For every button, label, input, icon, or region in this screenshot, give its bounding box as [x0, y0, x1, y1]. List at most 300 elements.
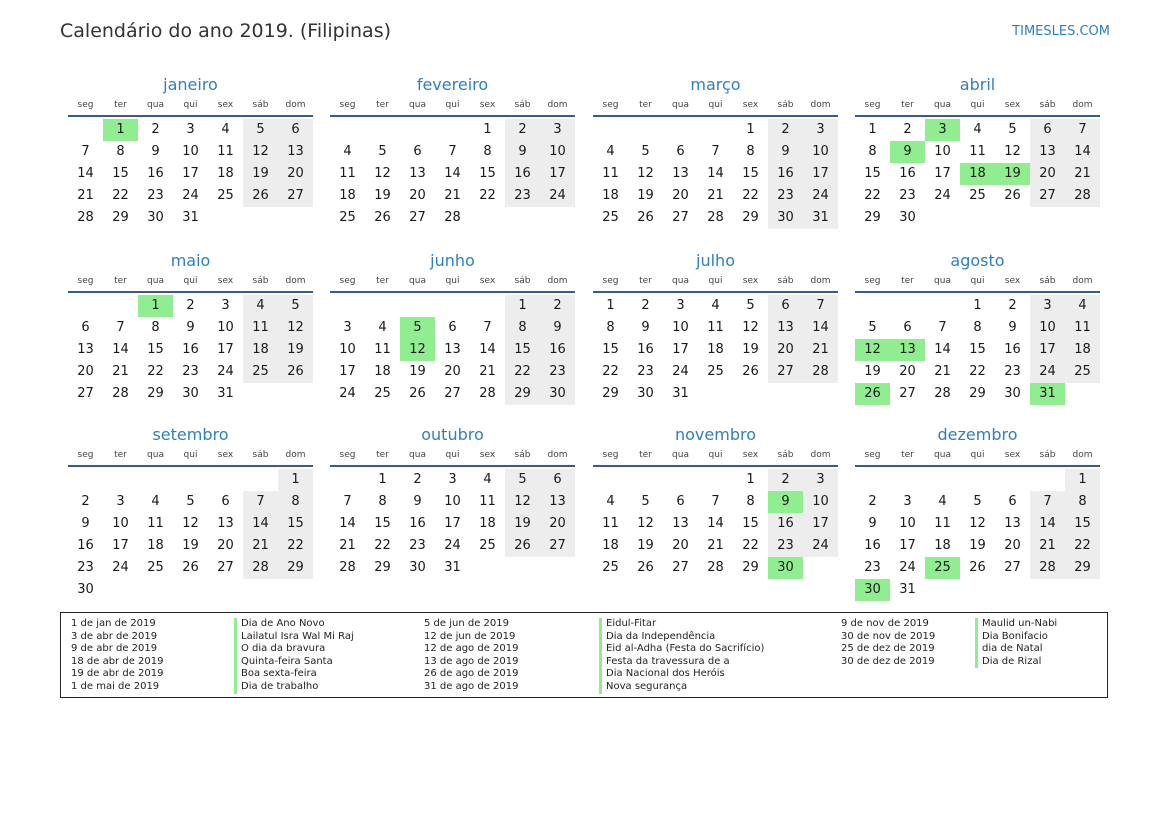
day-cell[interactable]: 14 — [707, 166, 724, 181]
day-cell[interactable]: 21 — [479, 364, 496, 379]
day-cell[interactable]: 20 — [409, 188, 426, 203]
day-cell[interactable]: 12 — [969, 516, 986, 531]
day-cell[interactable]: 24 — [1030, 361, 1065, 383]
day-cell[interactable]: 4 — [1065, 295, 1100, 317]
day-cell[interactable]: 2 — [505, 119, 540, 141]
day-cell[interactable]: 30 — [77, 582, 94, 597]
day-cell[interactable]: 29 — [1065, 557, 1100, 579]
day-cell[interactable]: 10 — [672, 320, 689, 335]
day-cell[interactable]: 15 — [505, 339, 540, 361]
day-cell[interactable]: 15 — [742, 166, 759, 181]
day-cell[interactable]: 9 — [768, 141, 803, 163]
day-cell[interactable]: 25 — [243, 361, 278, 383]
day-cell[interactable]: 17 — [672, 342, 689, 357]
day-cell[interactable]: 15 — [602, 342, 619, 357]
day-cell[interactable]: 15 — [479, 166, 496, 181]
day-cell[interactable]: 8 — [505, 317, 540, 339]
day-cell[interactable]: 7 — [938, 320, 947, 335]
day-cell[interactable]: 20 — [672, 188, 689, 203]
day-cell[interactable]: 6 — [540, 469, 575, 491]
day-cell[interactable]: 5 — [1008, 122, 1017, 137]
day-cell[interactable]: 2 — [768, 469, 803, 491]
day-cell[interactable]: 18 — [243, 339, 278, 361]
day-cell[interactable]: 10 — [803, 491, 838, 513]
day-cell[interactable]: 22 — [602, 364, 619, 379]
day-cell[interactable]: 20 — [768, 339, 803, 361]
day-cell[interactable]: 26 — [409, 386, 426, 401]
day-cell[interactable]: 28 — [112, 386, 129, 401]
day-cell[interactable]: 20 — [672, 538, 689, 553]
day-cell[interactable]: 16 — [409, 516, 426, 531]
day-cell[interactable]: 23 — [505, 185, 540, 207]
day-cell[interactable]: 18 — [1065, 339, 1100, 361]
day-cell[interactable]: 15 — [112, 166, 129, 181]
day-cell[interactable]: 11 — [339, 166, 356, 181]
day-cell[interactable]: 30 — [540, 383, 575, 405]
day-cell[interactable]: 7 — [116, 320, 125, 335]
day-cell[interactable]: 26 — [243, 185, 278, 207]
holiday-day[interactable]: 9 — [890, 141, 925, 163]
day-cell[interactable]: 18 — [147, 538, 164, 553]
day-cell[interactable]: 5 — [243, 119, 278, 141]
day-cell[interactable]: 25 — [969, 188, 986, 203]
day-cell[interactable]: 17 — [803, 163, 838, 185]
day-cell[interactable]: 26 — [182, 560, 199, 575]
day-cell[interactable]: 28 — [444, 210, 461, 225]
day-cell[interactable]: 1 — [606, 298, 615, 313]
day-cell[interactable]: 14 — [339, 516, 356, 531]
day-cell[interactable]: 12 — [637, 516, 654, 531]
day-cell[interactable]: 24 — [934, 188, 951, 203]
holiday-day[interactable]: 13 — [890, 339, 925, 361]
day-cell[interactable]: 4 — [151, 494, 160, 509]
day-cell[interactable]: 21 — [77, 188, 94, 203]
day-cell[interactable]: 24 — [339, 386, 356, 401]
day-cell[interactable]: 15 — [278, 513, 313, 535]
day-cell[interactable]: 13 — [672, 166, 689, 181]
day-cell[interactable]: 17 — [339, 364, 356, 379]
holiday-day[interactable]: 18 — [960, 163, 995, 185]
day-cell[interactable]: 11 — [934, 516, 951, 531]
day-cell[interactable]: 11 — [147, 516, 164, 531]
day-cell[interactable]: 23 — [182, 364, 199, 379]
day-cell[interactable]: 21 — [934, 364, 951, 379]
day-cell[interactable]: 28 — [339, 560, 356, 575]
day-cell[interactable]: 30 — [409, 560, 426, 575]
day-cell[interactable]: 4 — [221, 122, 230, 137]
day-cell[interactable]: 20 — [1004, 538, 1021, 553]
day-cell[interactable]: 9 — [1008, 320, 1017, 335]
day-cell[interactable]: 10 — [899, 516, 916, 531]
day-cell[interactable]: 3 — [803, 469, 838, 491]
day-cell[interactable]: 23 — [768, 185, 803, 207]
day-cell[interactable]: 8 — [278, 491, 313, 513]
day-cell[interactable]: 21 — [112, 364, 129, 379]
day-cell[interactable]: 26 — [278, 361, 313, 383]
day-cell[interactable]: 20 — [899, 364, 916, 379]
day-cell[interactable]: 14 — [444, 166, 461, 181]
day-cell[interactable]: 7 — [1065, 119, 1100, 141]
day-cell[interactable]: 17 — [803, 513, 838, 535]
day-cell[interactable]: 19 — [409, 364, 426, 379]
day-cell[interactable]: 3 — [343, 320, 352, 335]
day-cell[interactable]: 21 — [339, 538, 356, 553]
day-cell[interactable]: 9 — [641, 320, 650, 335]
day-cell[interactable]: 31 — [899, 582, 916, 597]
day-cell[interactable]: 24 — [672, 364, 689, 379]
day-cell[interactable]: 12 — [742, 320, 759, 335]
day-cell[interactable]: 11 — [374, 342, 391, 357]
day-cell[interactable]: 28 — [1065, 185, 1100, 207]
day-cell[interactable]: 27 — [1030, 185, 1065, 207]
day-cell[interactable]: 16 — [505, 163, 540, 185]
day-cell[interactable]: 7 — [711, 494, 720, 509]
day-cell[interactable]: 25 — [602, 210, 619, 225]
day-cell[interactable]: 27 — [77, 386, 94, 401]
day-cell[interactable]: 5 — [973, 494, 982, 509]
day-cell[interactable]: 4 — [606, 144, 615, 159]
day-cell[interactable]: 4 — [378, 320, 387, 335]
day-cell[interactable]: 2 — [186, 298, 195, 313]
day-cell[interactable]: 18 — [217, 166, 234, 181]
day-cell[interactable]: 14 — [112, 342, 129, 357]
day-cell[interactable]: 11 — [1065, 317, 1100, 339]
day-cell[interactable]: 13 — [77, 342, 94, 357]
day-cell[interactable]: 13 — [1030, 141, 1065, 163]
day-cell[interactable]: 22 — [969, 364, 986, 379]
day-cell[interactable]: 5 — [746, 298, 755, 313]
day-cell[interactable]: 9 — [151, 144, 160, 159]
day-cell[interactable]: 16 — [864, 538, 881, 553]
day-cell[interactable]: 8 — [746, 144, 755, 159]
day-cell[interactable]: 11 — [707, 320, 724, 335]
day-cell[interactable]: 14 — [707, 516, 724, 531]
holiday-day[interactable]: 3 — [925, 119, 960, 141]
day-cell[interactable]: 17 — [444, 516, 461, 531]
day-cell[interactable]: 4 — [243, 295, 278, 317]
day-cell[interactable]: 8 — [1065, 491, 1100, 513]
day-cell[interactable]: 11 — [217, 144, 234, 159]
day-cell[interactable]: 10 — [217, 320, 234, 335]
day-cell[interactable]: 16 — [768, 163, 803, 185]
day-cell[interactable]: 28 — [479, 386, 496, 401]
day-cell[interactable]: 1 — [505, 295, 540, 317]
day-cell[interactable]: 2 — [151, 122, 160, 137]
day-cell[interactable]: 9 — [81, 516, 90, 531]
day-cell[interactable]: 13 — [217, 516, 234, 531]
day-cell[interactable]: 19 — [182, 538, 199, 553]
day-cell[interactable]: 7 — [243, 491, 278, 513]
day-cell[interactable]: 31 — [182, 210, 199, 225]
holiday-day[interactable]: 1 — [138, 295, 173, 317]
day-cell[interactable]: 1 — [1065, 469, 1100, 491]
day-cell[interactable]: 2 — [81, 494, 90, 509]
day-cell[interactable]: 1 — [868, 122, 877, 137]
day-cell[interactable]: 19 — [742, 342, 759, 357]
day-cell[interactable]: 31 — [444, 560, 461, 575]
day-cell[interactable]: 27 — [540, 535, 575, 557]
day-cell[interactable]: 22 — [278, 535, 313, 557]
day-cell[interactable]: 28 — [707, 560, 724, 575]
day-cell[interactable]: 26 — [1004, 188, 1021, 203]
site-link[interactable]: TIMESLES.COM — [1012, 24, 1110, 39]
day-cell[interactable]: 15 — [969, 342, 986, 357]
day-cell[interactable]: 15 — [374, 516, 391, 531]
holiday-day[interactable]: 26 — [855, 383, 890, 405]
day-cell[interactable]: 5 — [505, 469, 540, 491]
day-cell[interactable]: 12 — [278, 317, 313, 339]
day-cell[interactable]: 24 — [803, 535, 838, 557]
day-cell[interactable]: 19 — [505, 513, 540, 535]
day-cell[interactable]: 16 — [182, 342, 199, 357]
day-cell[interactable]: 12 — [182, 516, 199, 531]
day-cell[interactable]: 23 — [409, 538, 426, 553]
day-cell[interactable]: 10 — [934, 144, 951, 159]
day-cell[interactable]: 19 — [637, 188, 654, 203]
day-cell[interactable]: 7 — [81, 144, 90, 159]
day-cell[interactable]: 31 — [803, 207, 838, 229]
day-cell[interactable]: 2 — [768, 119, 803, 141]
day-cell[interactable]: 17 — [1030, 339, 1065, 361]
day-cell[interactable]: 2 — [903, 122, 912, 137]
holiday-day[interactable]: 31 — [1030, 383, 1065, 405]
day-cell[interactable]: 4 — [711, 298, 720, 313]
day-cell[interactable]: 19 — [969, 538, 986, 553]
day-cell[interactable]: 26 — [374, 210, 391, 225]
day-cell[interactable]: 13 — [672, 516, 689, 531]
day-cell[interactable]: 18 — [707, 342, 724, 357]
day-cell[interactable]: 16 — [899, 166, 916, 181]
day-cell[interactable]: 29 — [742, 210, 759, 225]
day-cell[interactable]: 1 — [378, 472, 387, 487]
day-cell[interactable]: 22 — [742, 538, 759, 553]
day-cell[interactable]: 23 — [147, 188, 164, 203]
day-cell[interactable]: 20 — [444, 364, 461, 379]
day-cell[interactable]: 27 — [768, 361, 803, 383]
day-cell[interactable]: 12 — [374, 166, 391, 181]
day-cell[interactable]: 10 — [803, 141, 838, 163]
day-cell[interactable]: 14 — [243, 513, 278, 535]
day-cell[interactable]: 8 — [483, 144, 492, 159]
day-cell[interactable]: 30 — [637, 386, 654, 401]
holiday-day[interactable]: 1 — [103, 119, 138, 141]
holiday-day[interactable]: 12 — [400, 339, 435, 361]
day-cell[interactable]: 13 — [409, 166, 426, 181]
day-cell[interactable]: 3 — [1030, 295, 1065, 317]
day-cell[interactable]: 2 — [1008, 298, 1017, 313]
holiday-day[interactable]: 25 — [925, 557, 960, 579]
holiday-day[interactable]: 19 — [995, 163, 1030, 185]
day-cell[interactable]: 5 — [278, 295, 313, 317]
day-cell[interactable]: 11 — [243, 317, 278, 339]
day-cell[interactable]: 31 — [217, 386, 234, 401]
day-cell[interactable]: 20 — [77, 364, 94, 379]
day-cell[interactable]: 8 — [116, 144, 125, 159]
day-cell[interactable]: 29 — [505, 383, 540, 405]
day-cell[interactable]: 9 — [540, 317, 575, 339]
day-cell[interactable]: 8 — [606, 320, 615, 335]
day-cell[interactable]: 21 — [444, 188, 461, 203]
day-cell[interactable]: 10 — [1030, 317, 1065, 339]
day-cell[interactable]: 11 — [602, 516, 619, 531]
day-cell[interactable]: 27 — [409, 210, 426, 225]
day-cell[interactable]: 18 — [339, 188, 356, 203]
day-cell[interactable]: 14 — [1065, 141, 1100, 163]
day-cell[interactable]: 8 — [868, 144, 877, 159]
day-cell[interactable]: 24 — [112, 560, 129, 575]
day-cell[interactable]: 26 — [742, 364, 759, 379]
day-cell[interactable]: 17 — [899, 538, 916, 553]
holiday-day[interactable]: 5 — [400, 317, 435, 339]
day-cell[interactable]: 26 — [637, 560, 654, 575]
day-cell[interactable]: 21 — [803, 339, 838, 361]
day-cell[interactable]: 1 — [746, 122, 755, 137]
day-cell[interactable]: 4 — [483, 472, 492, 487]
day-cell[interactable]: 7 — [1030, 491, 1065, 513]
day-cell[interactable]: 20 — [540, 513, 575, 535]
day-cell[interactable]: 12 — [637, 166, 654, 181]
day-cell[interactable]: 7 — [711, 144, 720, 159]
day-cell[interactable]: 22 — [505, 361, 540, 383]
day-cell[interactable]: 19 — [637, 538, 654, 553]
holiday-day[interactable]: 30 — [768, 557, 803, 579]
day-cell[interactable]: 23 — [540, 361, 575, 383]
day-cell[interactable]: 31 — [672, 386, 689, 401]
day-cell[interactable]: 24 — [899, 560, 916, 575]
day-cell[interactable]: 11 — [602, 166, 619, 181]
day-cell[interactable]: 8 — [973, 320, 982, 335]
day-cell[interactable]: 19 — [278, 339, 313, 361]
day-cell[interactable]: 6 — [81, 320, 90, 335]
day-cell[interactable]: 26 — [969, 560, 986, 575]
day-cell[interactable]: 30 — [899, 210, 916, 225]
day-cell[interactable]: 6 — [221, 494, 230, 509]
day-cell[interactable]: 28 — [803, 361, 838, 383]
day-cell[interactable]: 9 — [505, 141, 540, 163]
day-cell[interactable]: 3 — [540, 119, 575, 141]
day-cell[interactable]: 30 — [1004, 386, 1021, 401]
day-cell[interactable]: 29 — [742, 560, 759, 575]
day-cell[interactable]: 4 — [606, 494, 615, 509]
day-cell[interactable]: 22 — [1065, 535, 1100, 557]
day-cell[interactable]: 29 — [278, 557, 313, 579]
day-cell[interactable]: 19 — [243, 163, 278, 185]
day-cell[interactable]: 6 — [676, 494, 685, 509]
day-cell[interactable]: 11 — [969, 144, 986, 159]
day-cell[interactable]: 17 — [540, 163, 575, 185]
day-cell[interactable]: 14 — [77, 166, 94, 181]
day-cell[interactable]: 5 — [641, 144, 650, 159]
day-cell[interactable]: 28 — [243, 557, 278, 579]
day-cell[interactable]: 2 — [540, 295, 575, 317]
day-cell[interactable]: 28 — [934, 386, 951, 401]
day-cell[interactable]: 3 — [803, 119, 838, 141]
day-cell[interactable]: 25 — [707, 364, 724, 379]
day-cell[interactable]: 22 — [112, 188, 129, 203]
day-cell[interactable]: 22 — [742, 188, 759, 203]
day-cell[interactable]: 19 — [374, 188, 391, 203]
day-cell[interactable]: 27 — [217, 560, 234, 575]
day-cell[interactable]: 28 — [77, 210, 94, 225]
day-cell[interactable]: 27 — [899, 386, 916, 401]
day-cell[interactable]: 20 — [217, 538, 234, 553]
day-cell[interactable]: 3 — [903, 494, 912, 509]
day-cell[interactable]: 23 — [1004, 364, 1021, 379]
day-cell[interactable]: 5 — [186, 494, 195, 509]
day-cell[interactable]: 29 — [147, 386, 164, 401]
day-cell[interactable]: 11 — [479, 494, 496, 509]
day-cell[interactable]: 4 — [973, 122, 982, 137]
day-cell[interactable]: 10 — [112, 516, 129, 531]
day-cell[interactable]: 3 — [448, 472, 457, 487]
day-cell[interactable]: 29 — [374, 560, 391, 575]
day-cell[interactable]: 16 — [147, 166, 164, 181]
day-cell[interactable]: 19 — [864, 364, 881, 379]
day-cell[interactable]: 15 — [147, 342, 164, 357]
day-cell[interactable]: 20 — [1030, 163, 1065, 185]
day-cell[interactable]: 5 — [641, 494, 650, 509]
day-cell[interactable]: 24 — [182, 188, 199, 203]
day-cell[interactable]: 1 — [973, 298, 982, 313]
day-cell[interactable]: 17 — [112, 538, 129, 553]
day-cell[interactable]: 23 — [864, 560, 881, 575]
day-cell[interactable]: 23 — [768, 535, 803, 557]
day-cell[interactable]: 10 — [182, 144, 199, 159]
holiday-day[interactable]: 30 — [855, 579, 890, 601]
day-cell[interactable]: 18 — [934, 538, 951, 553]
day-cell[interactable]: 16 — [1004, 342, 1021, 357]
day-cell[interactable]: 13 — [278, 141, 313, 163]
day-cell[interactable]: 30 — [768, 207, 803, 229]
day-cell[interactable]: 18 — [602, 188, 619, 203]
day-cell[interactable]: 28 — [707, 210, 724, 225]
day-cell[interactable]: 16 — [77, 538, 94, 553]
day-cell[interactable]: 24 — [217, 364, 234, 379]
day-cell[interactable]: 22 — [479, 188, 496, 203]
day-cell[interactable]: 3 — [676, 298, 685, 313]
day-cell[interactable]: 22 — [147, 364, 164, 379]
day-cell[interactable]: 26 — [505, 535, 540, 557]
day-cell[interactable]: 13 — [444, 342, 461, 357]
day-cell[interactable]: 20 — [278, 163, 313, 185]
day-cell[interactable]: 18 — [479, 516, 496, 531]
day-cell[interactable]: 27 — [278, 185, 313, 207]
day-cell[interactable]: 13 — [540, 491, 575, 513]
day-cell[interactable]: 5 — [868, 320, 877, 335]
day-cell[interactable]: 3 — [116, 494, 125, 509]
day-cell[interactable]: 29 — [864, 210, 881, 225]
day-cell[interactable]: 18 — [602, 538, 619, 553]
day-cell[interactable]: 14 — [934, 342, 951, 357]
day-cell[interactable]: 29 — [112, 210, 129, 225]
day-cell[interactable]: 4 — [343, 144, 352, 159]
day-cell[interactable]: 8 — [151, 320, 160, 335]
day-cell[interactable]: 6 — [413, 144, 422, 159]
day-cell[interactable]: 21 — [1030, 535, 1065, 557]
day-cell[interactable]: 26 — [637, 210, 654, 225]
day-cell[interactable]: 24 — [540, 185, 575, 207]
day-cell[interactable]: 13 — [1004, 516, 1021, 531]
day-cell[interactable]: 27 — [1004, 560, 1021, 575]
day-cell[interactable]: 7 — [343, 494, 352, 509]
day-cell[interactable]: 21 — [707, 538, 724, 553]
day-cell[interactable]: 25 — [602, 560, 619, 575]
day-cell[interactable]: 13 — [768, 317, 803, 339]
day-cell[interactable]: 23 — [637, 364, 654, 379]
day-cell[interactable]: 12 — [505, 491, 540, 513]
day-cell[interactable]: 22 — [864, 188, 881, 203]
day-cell[interactable]: 6 — [768, 295, 803, 317]
